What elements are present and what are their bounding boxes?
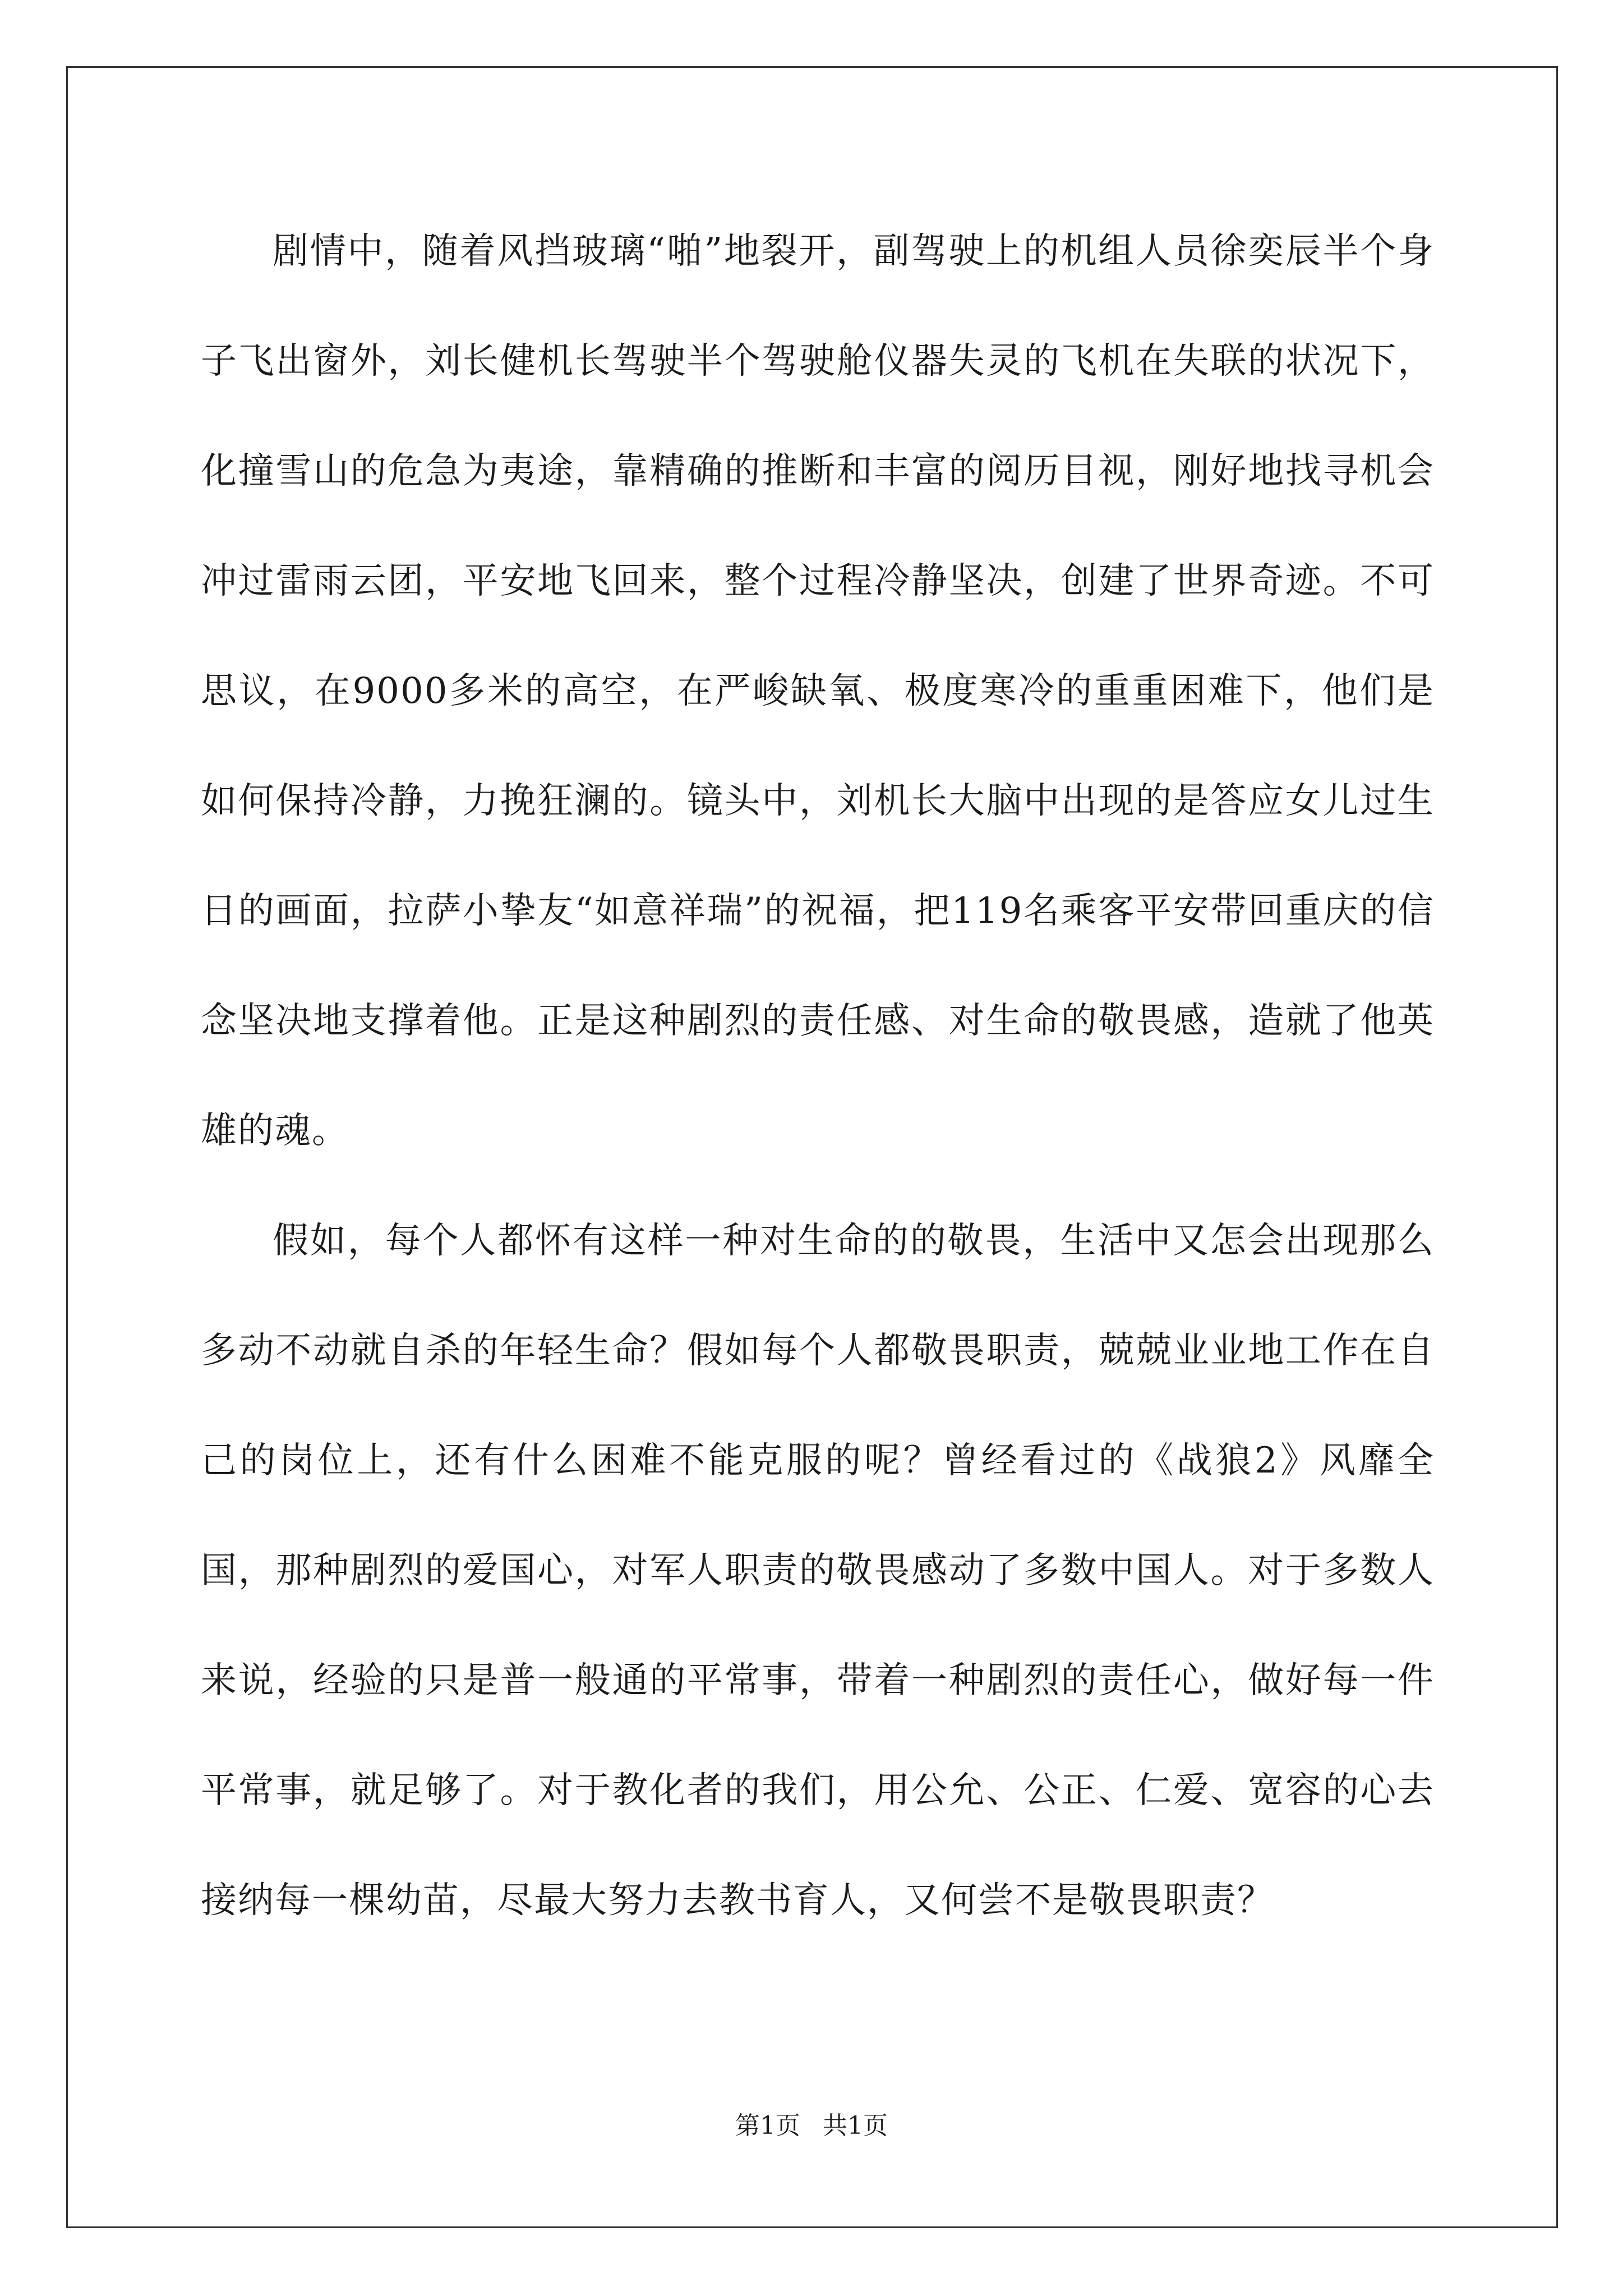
page-footer [0,2109,1623,2143]
page-number-current: 第1页 [735,2111,800,2140]
paragraph-2: 假如，每个人都怀有这样一种对生命的的敬畏，生活中又怎会出现那么多动不动就自杀的年轻生命？假如每个人都敬畏职责，兢兢业业地工作在自己的岗位上，还有什么困难不能克服的呢？曾经看过的《战狼2》风靡全国，那种剧烈的爱国心，对军人职责的敬畏感动了多数中国人。对于多数人来说，经验的只是普一般通的平常事，带着一种剧烈的责任心，做好每一件平常事，就足够了。对于教化者的我们，用公允、公正、仁爱、宽容的心去接纳每一棵幼苗，尽最大努力去教书育人，又何尝不是敬畏职责？ [201,1220,1435,1921]
document-body [201,196,1435,1955]
paragraph-1: 剧情中，随着风挡玻璃“啪”地裂开，副驾驶上的机组人员徐奕辰半个身子飞出窗外，刘长健机长驾驶半个驾驶舱仪器失灵的飞机在失联的状况下，化撞雪山的危急为夷途，靠精确的推断和丰富的阅历目视，刚好地找寻机会冲过雷雨云团，平安地飞回来，整个过程冷静坚决，创建了世界奇迹。不可思议，在9000多米的高空，在严峻缺氧、极度寒冷的重重困难下，他们是如何保持冷静，力挽狂澜的。镜头中，刘机长大脑中出现的是答应女儿过生日的画面，拉萨小挚友“如意祥瑞”的祝福，把119名乘客平安带回重庆的信念坚决地支撑着他。正是这种剧烈的责任感、对生命的敬畏感，造就了他英雄的魂。 [201,231,1435,1152]
page-number-total: 共1页 [823,2111,888,2140]
